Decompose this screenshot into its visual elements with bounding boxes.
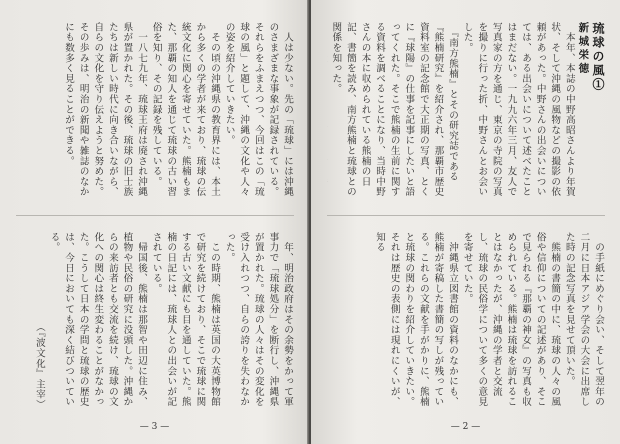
paragraph: 一八七九年、琉球王府は廃され沖縄県が置かれた。その後、琉球の旧士族たちは新しい時代に向き合いながら、自らの文化を守り伝えようと努めた。その歩みは、明治の新聞や雑誌のなかにも数多く見ることができる。: [63, 22, 148, 198]
paragraph: の手紙にめぐり会い、そして翌年の二月に日本アジア学会の大会に出席した時の記念写真を見せて頂いた。: [563, 232, 604, 408]
paragraph: 人は少ない。先の「琉球」には沖縄のさまざまな事象が記録されている。それらをふまえつつ、今回はこの「琉球の風」と題して、沖縄の文化や人々の姿を紹介していきたい。: [223, 22, 293, 198]
left-page-bottom-text: [16, 232, 294, 410]
left-page: [0, 0, 309, 444]
article-author: 新城栄徳: [577, 22, 590, 76]
right-page-number: — 2 —: [450, 422, 481, 432]
article-title: 琉球の風①: [591, 22, 605, 92]
paragraph: 『南方熊楠』とその研究誌である『熊楠研究』を紹介され、那覇市歴史資料室の記念館で大正期の写真、とくに『球陽』の仕事を記事にしたいと語ってくれた。そこで熊楠の生前に関する資料を調べることになり、当時中野さんの本に収められている熊楠の日記、書簡を読み、南方熊楠と琉球との関係を知った。: [330, 22, 459, 198]
author-credit: （『波文化』主宰）: [33, 322, 45, 410]
paragraph: 沖縄県立図書館の資料のなかにも、熊楠が寄稿した書簡の写しが残っている。これらの文献を手がかりに、熊楠と琉球の関わりを紹介していきたい。それは歴史の表側には現れにくいが、知る: [374, 232, 459, 408]
paragraph: 年、明治政府はその余勢をかって軍事力で「琉球処分」を断行し、沖縄県が置かれた。琉球の人々はその変化を受け入れつつ、自らの誇りを失わなかった。: [223, 232, 293, 408]
paragraph: 本年、本誌の中野高昭さんより年賀状、そして沖縄の風物などの撮影の依頼があった。中野さんの出会いについては、ある出会いについて述べたことはまだない。一九九六年三月、友人で写真家の方を通じ、東京の寺院の写真を撮りに行った折、中野さんとお会いした。: [461, 22, 575, 198]
paragraph: その頃の沖縄県の教育界には、本土から多くの学者が来ており、琉球の伝統文化に関心を寄せていた。熊楠もまた、那覇の知人を通じて琉球の古い習俗を知り、その記録を残している。: [150, 22, 221, 198]
paragraph: この時期、熊楠は英国の大英博物館で研究を続けており、そこで琉球に関する古い文献にも目を通していた。熊楠の日記には、琉球人との出会いが記されている。: [150, 232, 221, 408]
left-page-number: — 3 —: [139, 422, 170, 432]
left-page-divider: [16, 215, 294, 216]
paragraph: 帰国後、熊楠は那智や田辺に住み、植物や民俗の研究に没頭した。沖縄からの来訪者とも交流を続け、琉球の文化への関心は終生変わることがなかった。こうして日本の学問と琉球の歴史は、今日においても深く結びついている。: [48, 232, 148, 408]
paragraph: 熊楠の書簡の中に、琉球の人々の風俗や信仰についての記述があり、そこで見られる『那覇の神女』の写真も収められている。熊楠は琉球を訪れることはなかったが、沖縄の学者と交流し、琉球の民俗学について多くの意見を寄せていた。: [461, 232, 561, 408]
right-page-bottom-text: [327, 232, 605, 410]
right-page: [311, 0, 620, 444]
right-page-divider: [327, 215, 605, 216]
left-page-top-text: [16, 22, 294, 198]
right-page-top-text: [327, 22, 605, 198]
paragraph: [327, 22, 328, 198]
